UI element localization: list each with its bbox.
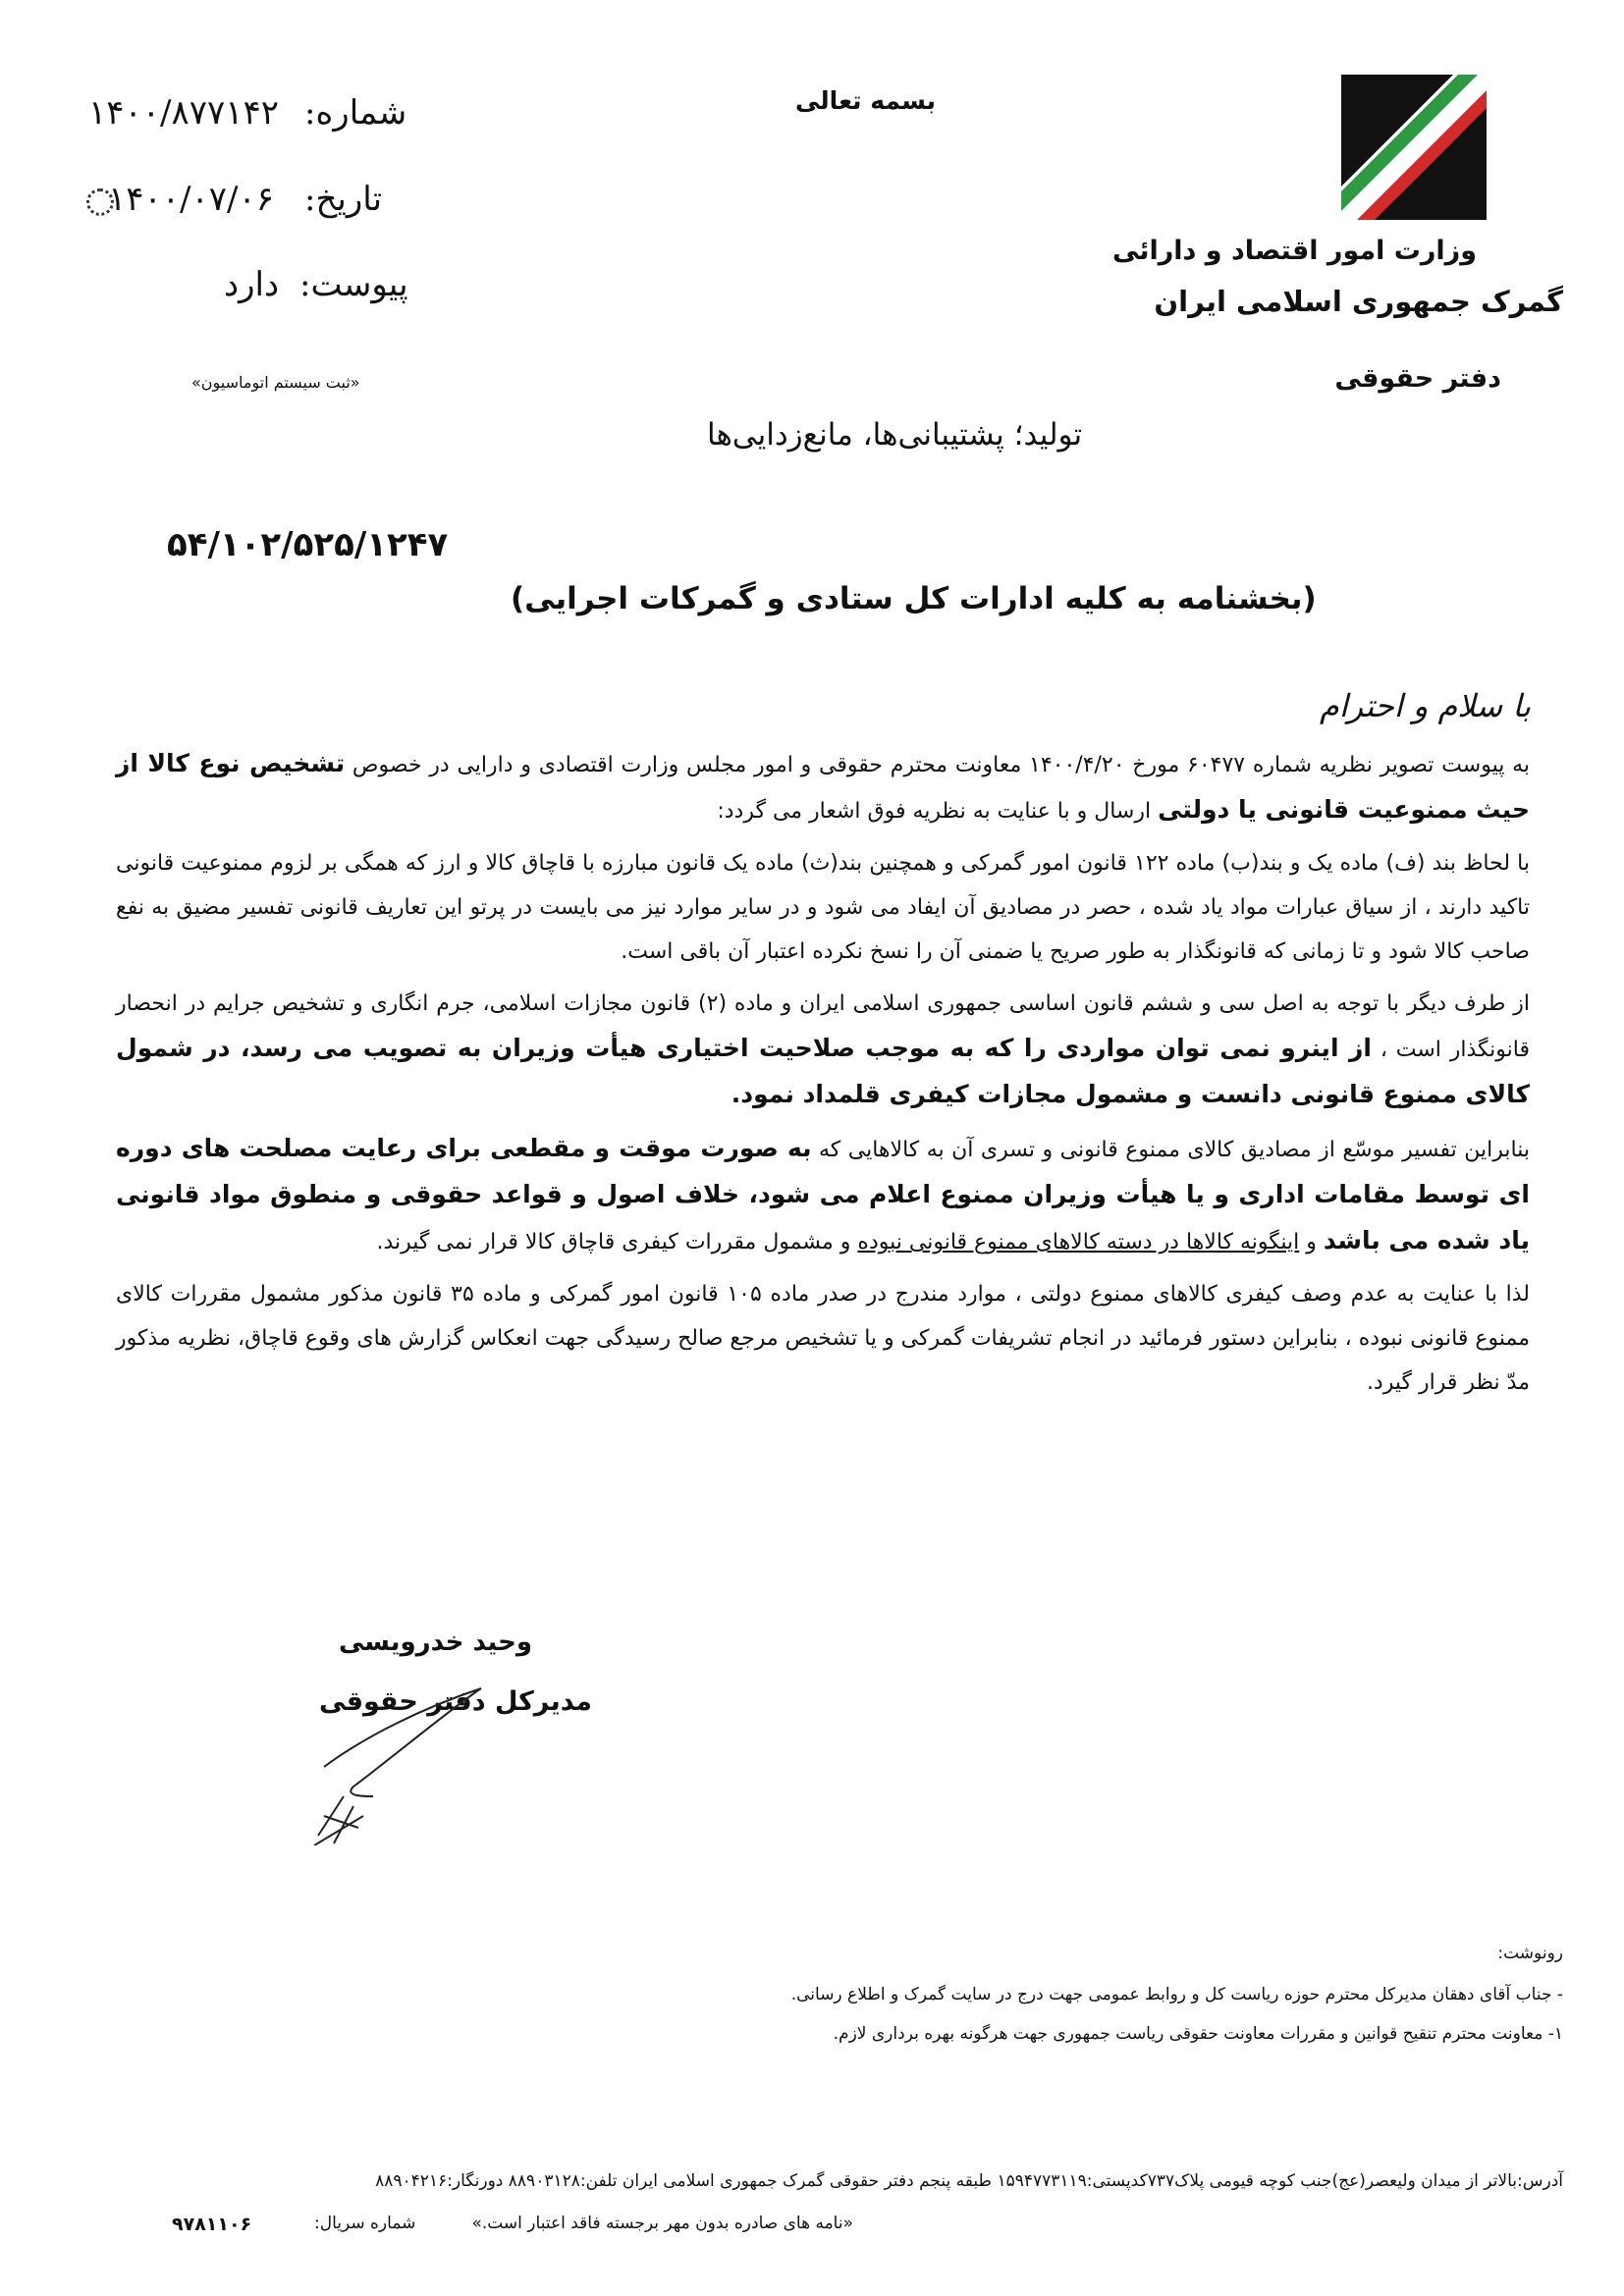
organization-name: گمرک جمهوری اسلامی ایران: [1154, 285, 1563, 318]
greeting: با سلام و احترام: [1319, 687, 1531, 724]
department-name: دفتر حقوقی: [1334, 363, 1501, 394]
automation-registration-note: «ثبت سیستم اتوماسیون»: [191, 373, 360, 392]
paragraph-4-conjunction: و: [1306, 1230, 1317, 1255]
paragraph-4-underlined: اینگونه کالاها در دسته کالاهای ممنوع قانونی نبوده: [857, 1230, 1300, 1255]
paragraph-1-end: ارسال و با عنایت به نظریه فوق اشعار می گردد:: [717, 799, 1152, 824]
attachment-label: پیوست:: [299, 265, 408, 304]
handwritten-signature-icon: [304, 1649, 520, 1845]
year-slogan: تولید؛ پشتیبانی‌ها، مانع‌زدایی‌ها: [707, 417, 1083, 453]
circular-title: (بخشنامه به کلیه ادارات کل ستادی و گمرکات اجرایی): [511, 581, 1317, 616]
signatory-title: مدیرکل دفتر حقوقی: [319, 1686, 593, 1717]
cc-title: رونوشت:: [1497, 1944, 1563, 1963]
letter-date-value: ۱۴۰۰/۰۷/۰۶: [108, 180, 275, 219]
paragraph-2: با لحاظ بند (ف) ماده یک و بند(ب) ماده ۱۲۲ قانون امور گمرکی و همچنین بند(ث) ماده یک قانون مبارزه با قاچاق کالا و ارز که همگی بر لزوم ممنوعیت قانونی تاکید دارند ، از سیاق عبارات مواد یاد شده ، حصر در مصادیق آن ایفاد می شود و در سایر موارد نیز می بایست در پرتو این تعاریف قانونی تفسیر مضیق به نفع صاحب کالا شود و تا زمانی که قانونگذار به طور صریح یا ضمنی آن را نسخ نکرده اعتبار آن باقی است.: [116, 851, 1530, 964]
paragraph-3-bold: از اینرو نمی توان مواردی را که به موجب صلاحیت اختیاری هیأت وزیران به تصویب می رسد، در شمول کالای ممنوع قانونی دانست و مشمول مجازات کیفری قلمداد نمود.: [116, 1034, 1530, 1108]
signatory-name: وحید خدرویسی: [339, 1628, 532, 1657]
cc-item: - جناب آقای دهقان مدیرکل محترم حوزه ریاست کل و روابط عمومی جهت درج در سایت گمرک و اطلاع رسانی.: [790, 1985, 1563, 2004]
reference-number: ۵۴/۱۰۲/۵۲۵/۱۲۴۷: [167, 525, 449, 564]
paragraph-3-text: از طرف دیگر با توجه به اصل سی و ششم قانون اساسی جمهوری اسلامی ایران و ماده (۲) قانون مجازات اسلامی، جرم انگاری و تشخیص جرایم در انحصار قانونگذار است ،: [116, 991, 1531, 1062]
date-stamp-icon: [86, 188, 114, 216]
attachment-value: دارد: [224, 265, 280, 304]
paragraph-1: [116, 741, 1530, 833]
paragraph-3: [116, 982, 1530, 1118]
bismillah-heading: بسمه تعالی: [795, 86, 937, 115]
letter-body: [116, 741, 1530, 1413]
ministry-name: وزارت امور اقتصاد و دارائی: [1112, 236, 1477, 266]
paragraph-4-bold: به صورت موقت و مقطعی برای رعایت مصلحت های دوره ای توسط مقامات اداری و یا هیأت وزیران ممنوع اعلام می شود، خلاف اصول و قواعد حقوقی و منطوق مواد قانونی یاد شده می باشد: [116, 1134, 1530, 1255]
customs-logo-icon: [1335, 69, 1492, 226]
paragraph-4: [116, 1126, 1530, 1264]
footer-seal-note: «نامه های صادره بدون مهر برجسته فاقد اعتبار است.»: [471, 2214, 853, 2233]
serial-number-value: ۹۷۸۱۱۰۶: [172, 2214, 252, 2235]
cc-item: ۱- معاونت محترم تنقیح قوانین و مقررات معاونت حقوقی ریاست جمهوری جهت هرگونه بهره برداری لازم.: [833, 2024, 1563, 2044]
paragraph-1-bold: تشخیص نوع کالا از حیث ممنوعیت قانونی یا دولتی: [116, 749, 1530, 824]
letter-number-value: ۱۴۰۰/۸۷۷۱۴۲: [88, 93, 280, 133]
paragraph-4-end: و مشمول مقررات کیفری قاچاق کالا قرار نمی گیرند.: [376, 1230, 851, 1255]
paragraph-4-text: بنابراین تفسیر موسّع از مصادیق کالای ممنوع قانونی و تسری آن به کالاهایی که: [819, 1138, 1530, 1162]
paragraph-1-text: به پیوست تصویر نظریه شماره ۶۰۴۷۷ مورخ ۱۴۰۰/۴/۲۰ معاونت محترم حقوقی و امور مجلس وزارت اقتصادی و دارایی در خصوص: [352, 753, 1530, 777]
letter-date-label: تاریخ:: [304, 180, 383, 219]
footer-address: آدرس:بالاتر از میدان ولیعصر(عج)جنب کوچه قیومی پلاک۷۳۷کدپستی:۱۵۹۴۷۷۳۱۱۹ طبقه پنجم دفتر حقوقی گمرک جمهوری اسلامی ایران تلفن:۸۸۹۰۳۱۲۸ دورنگار:۸۸۹۰۴۲۱۶: [375, 2171, 1563, 2191]
serial-number-label: شماره سریال:: [314, 2214, 416, 2233]
letter-number-label: شماره:: [304, 93, 407, 133]
paragraph-5: لذا با عنایت به عدم وصف کیفری کالاهای ممنوع دولتی ، موارد مندرج در صدر ماده ۱۰۵ قانون امور گمرکی و ماده ۳۵ قانون مذکور مشمول مقررات کالای ممنوع قانونی نبوده ، بنابراین دستور فرمائید در انجام تشریفات گمرکی و یا تشخیص مرجع صالح رسیدگی جهت انعکاس گزارش های وقوع قاچاق، نظریه مذکور مدّ نظر قرار گیرد.: [116, 1282, 1531, 1395]
